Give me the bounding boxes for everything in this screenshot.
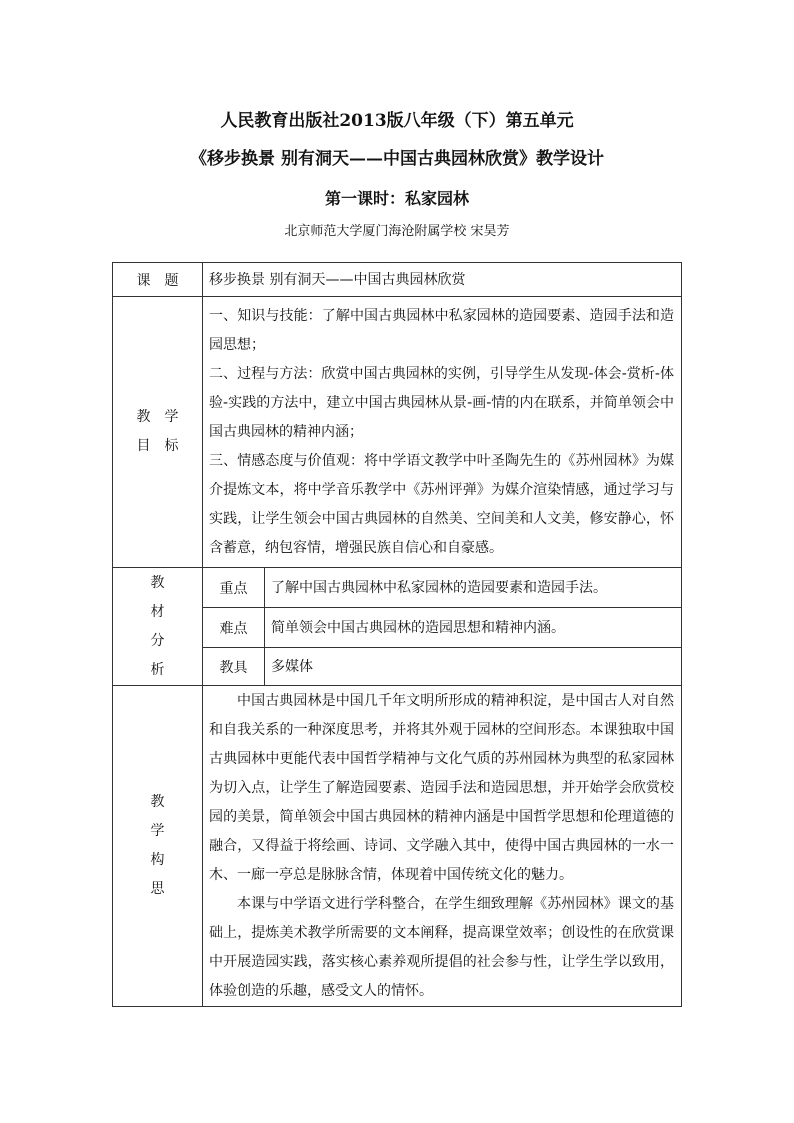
material-label [113, 568, 203, 686]
concept-label-char: 教 [150, 794, 165, 810]
goals-label-line: 教 学 [136, 409, 179, 425]
author-line: 北京师范大学厦门海沧附属学校 宋昊芳 [284, 224, 510, 239]
publisher-line: 人民教育出版社2013版八年级（下）第五单元 [220, 111, 574, 131]
goal-item: 三、情感态度与价值观：将中学语文教学中叶圣陶先生的《苏州园林》为媒介提炼文本，将中学音乐教学中《苏州评弹》为媒介渲染情感，通过学习与实践，让学生领会中国古典园林的自然美、空间美和人文美，修安静心，怀含蓄意，纳包容情，增强民族自信心和自豪感。 [209, 452, 675, 556]
topic-row [113, 263, 682, 297]
tools-value: 多媒体 [265, 648, 682, 686]
lesson-design-table [112, 262, 682, 1007]
concept-label-char: 思 [150, 881, 165, 897]
goal-item: 一、知识与技能：了解中国古典园林中私家园林的造园要素、造园手法和造园思想； [209, 307, 675, 353]
keypoint-label: 重点 [203, 568, 265, 608]
concept-row [113, 686, 682, 1007]
material-label-char: 材 [150, 603, 165, 620]
concept-label-char: 学 [150, 823, 165, 839]
material-row-keypoint [113, 568, 682, 608]
difficulty-value: 简单领会中国古典园林的造园思想和精神内涵。 [265, 608, 682, 648]
difficulty-label: 难点 [203, 608, 265, 648]
material-label-char: 分 [150, 632, 165, 649]
tools-label: 教具 [203, 648, 265, 686]
concept-paragraph: 本课与中学语文进行学科整合，在学生细致理解《苏州园林》课文的基础上，提炼美术教学所需要的文本阐释，提高课堂效率；创设性的在欣赏课中开展造园实践，落实核心素养观所提倡的社会参与性，让学生学以致用，体验创造的乐趣，感受文人的情怀。 [209, 895, 675, 999]
goal-item: 二、过程与方法：欣赏中国古典园林的实例，引导学生从发现-体会-赏析-体验-实践的方法中，建立中国古典园林从景-画-情的内在联系，并简单领会中国古典园林的精神内涵； [209, 365, 675, 440]
lesson-title: 第一课时：私家园林 [324, 189, 469, 208]
keypoint-value: 了解中国古典园林中私家园林的造园要素和造园手法。 [265, 568, 682, 608]
material-label-char: 析 [150, 661, 165, 678]
goals-row [113, 297, 682, 568]
material-label-char: 教 [150, 574, 165, 591]
concept-label-char: 构 [150, 852, 165, 868]
concept-label [113, 686, 203, 1007]
design-title: 《移步换景 别有洞天——中国古典园林欣赏》教学设计 [190, 149, 604, 169]
goals-content [203, 297, 682, 568]
goals-label [113, 297, 203, 568]
goals-label-line: 目 标 [136, 438, 179, 454]
concept-paragraph: 中国古典园林是中国几千年文明所形成的精神积淀，是中国古人对自然和自我关系的一种深度思考，并将其外观于园林的空间形态。本课独取中国古典园林中更能代表中国哲学精神与文化气质的苏州园林为典型的私家园林为切入点，让学生了解造园要素、造园手法和造园思想，并开始学会欣赏校园的美景，简单领会中国古典园林的精神内涵是中国哲学思想和伦理道德的融合，又得益于将绘画、诗词、文学融入其中，使得中国古典园林的一水一木、一廊一亭总是脉脉含情，体现着中国传统文化的魅力。 [209, 692, 675, 883]
concept-content [203, 686, 682, 1007]
topic-value: 移步换景 别有洞天——中国古典园林欣赏 [203, 263, 682, 297]
topic-label: 课 题 [113, 263, 203, 297]
